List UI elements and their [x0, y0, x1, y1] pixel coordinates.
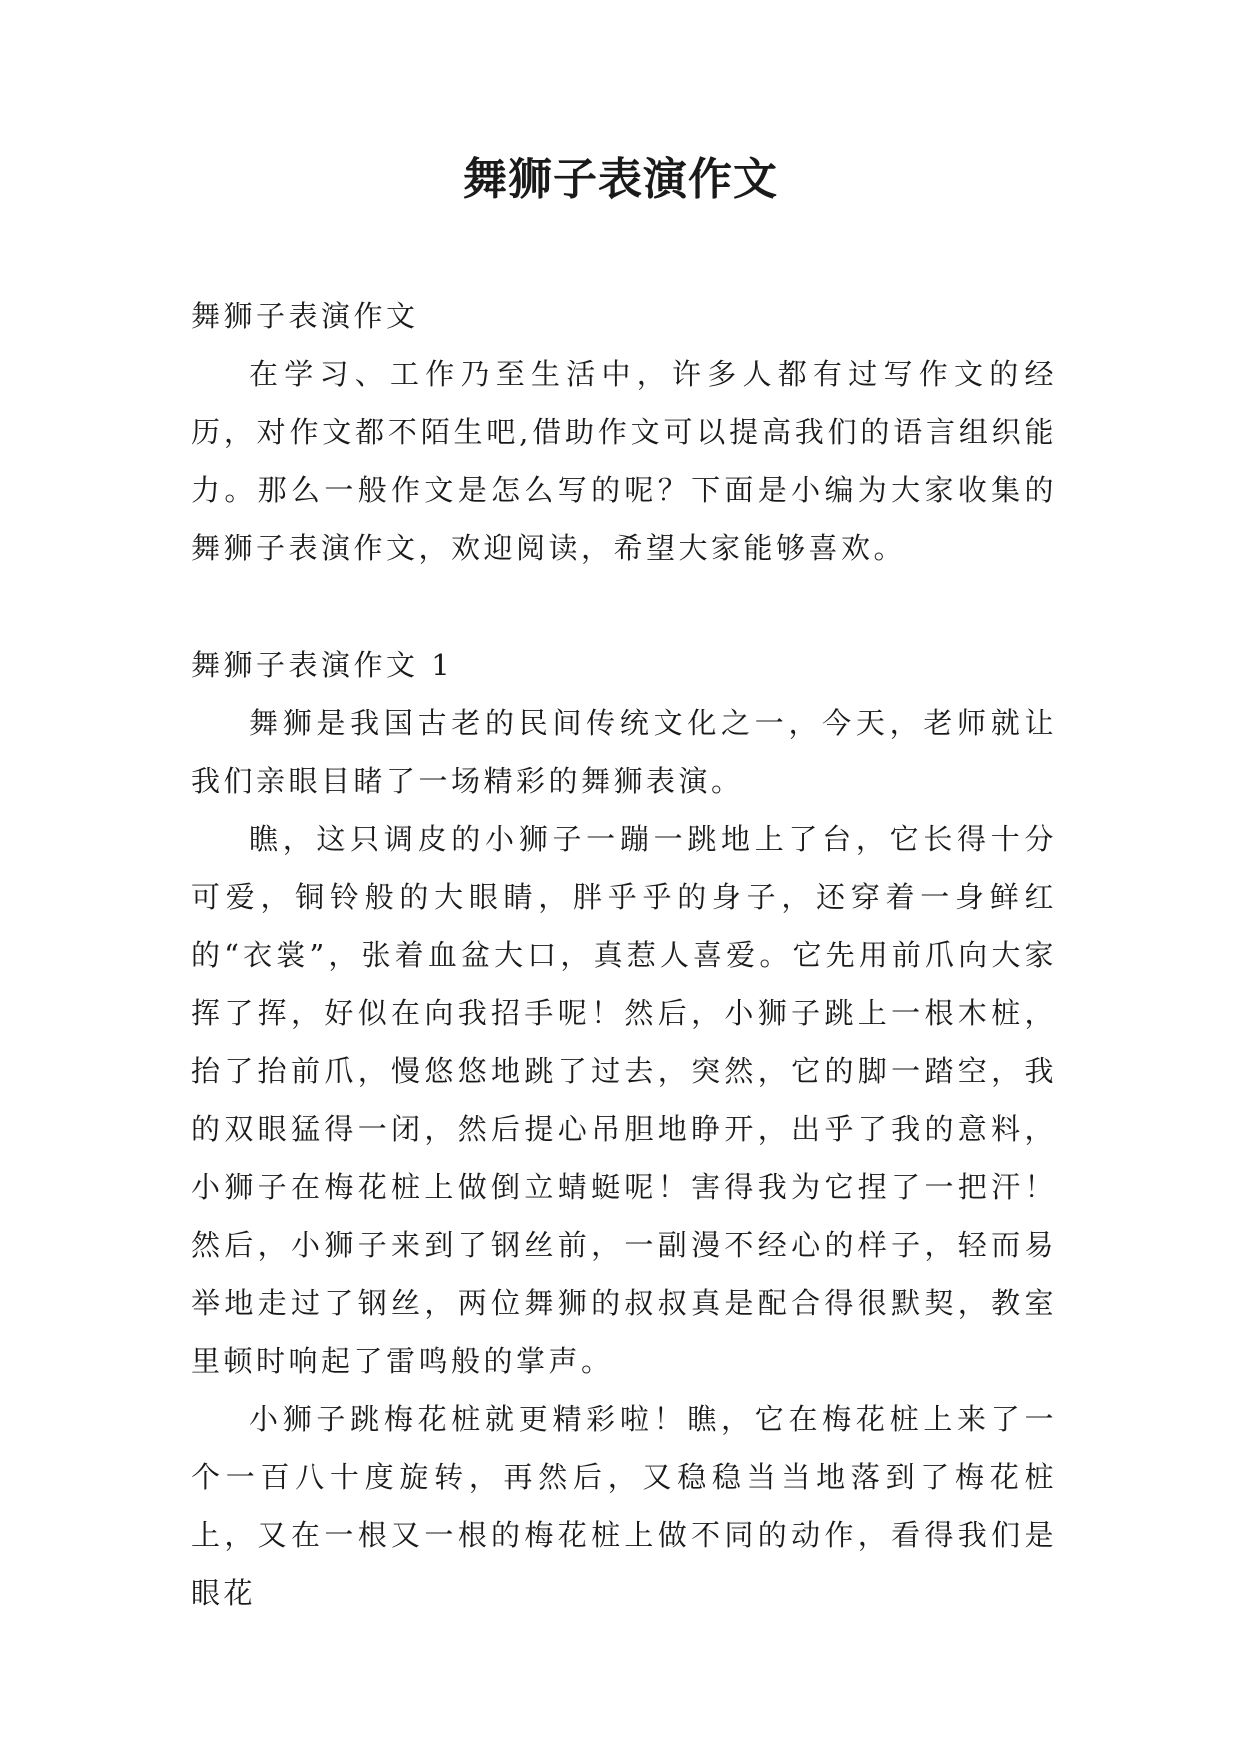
section-1-paragraph-1: 舞狮是我国古老的民间传统文化之一，今天，老师就让我们亲眼目睹了一场精彩的舞狮表演。 — [191, 706, 1057, 798]
section-1-paragraph-3: 小狮子跳梅花桩就更精彩啦！瞧，它在梅花桩上来了一个一百八十度旋转，再然后，又稳稳当当地落到了梅花桩上，又在一根又一根的梅花桩上做不同的动作，看得我们是眼花 — [191, 1402, 1057, 1610]
section-1-paragraph-2: 瞧，这只调皮的小狮子一蹦一跳地上了台，它长得十分可爱，铜铃般的大眼睛，胖乎乎的身子，还穿着一身鲜红的“衣裳”，张着血盆大口，真惹人喜爱。它先用前爪向大家挥了挥，好似在向我招手呢！然后，小狮子跳上一根木桩，抬了抬前爪，慢悠悠地跳了过去，突然，它的脚一踏空，我的双眼猛得一闭，然后提心吊胆地睁开，出乎了我的意料，小狮子在梅花桩上做倒立蜻蜓呢！害得我为它捏了一把汗！然后，小狮子来到了钢丝前，一副漫不经心的样子，轻而易举地走过了钢丝，两位舞狮的叔叔真是配合得很默契，教室里顿时响起了雷鸣般的掌声。 — [191, 822, 1057, 1378]
intro-heading: 舞狮子表演作文 — [191, 299, 419, 333]
intro-paragraph: 在学习、工作乃至生活中，许多人都有过写作文的经历，对作文都不陌生吧,借助作文可以提高我们的语言组织能力。那么一般作文是怎么写的呢？下面是小编为大家收集的舞狮子表演作文，欢迎阅读，希望大家能够喜欢。 — [191, 357, 1057, 565]
section-1-heading: 舞狮子表演作文 1 — [191, 648, 454, 682]
document-title: 舞狮子表演作文 — [463, 154, 778, 205]
